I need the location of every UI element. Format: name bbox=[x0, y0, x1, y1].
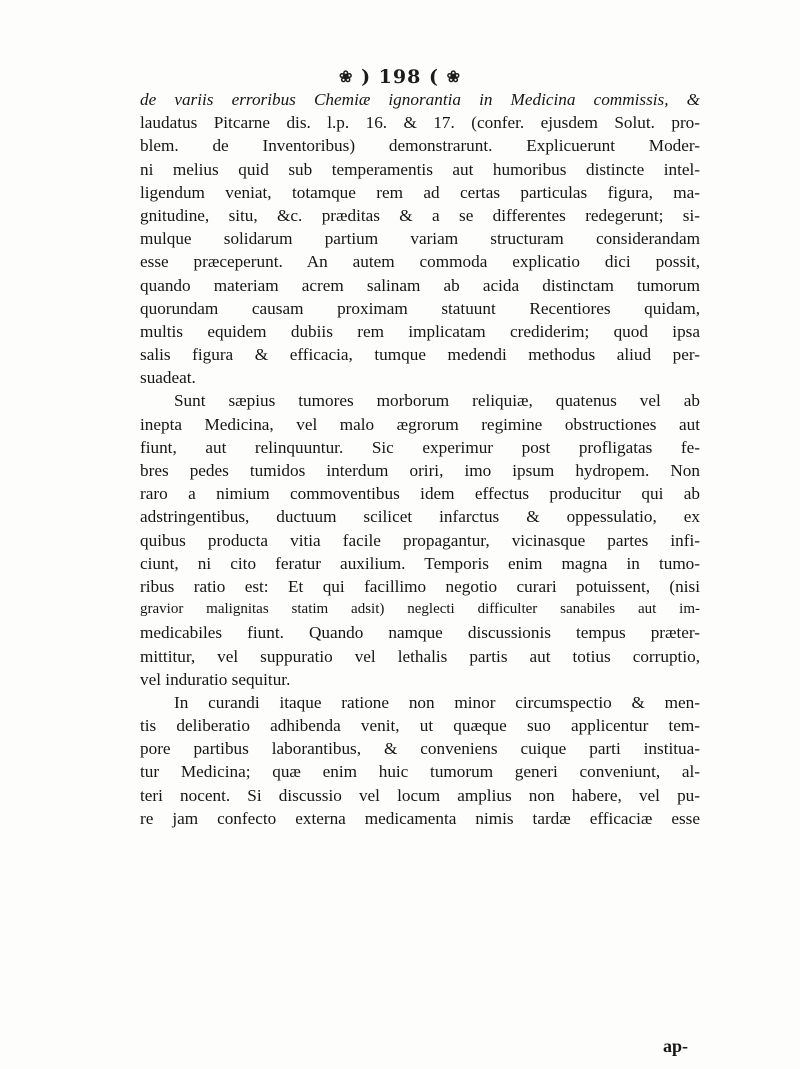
text-line: medicabiles fiunt. Quando namque discussionis tempus præter- bbox=[140, 623, 700, 643]
text-line: laudatus Pitcarne dis. l.p. 16. & 17. (confer. ejusdem Solut. pro- bbox=[140, 113, 700, 133]
text-line: ribus ratio est: Et qui facillimo negotio curari potuissent, (nisi bbox=[140, 576, 700, 596]
text-line: de variis erroribus Chemiæ ignorantia in Medicina commissis, & bbox=[140, 90, 700, 109]
text-line: salis figura & efficacia, tumque medendi methodus aliud per- bbox=[140, 345, 700, 365]
text-line: ligendum veniat, totamque rem ad certas particulas figura, ma- bbox=[140, 182, 700, 202]
text-line: gravior malignitas statim adsit) neglecti difficulter sanabiles aut im- bbox=[140, 601, 700, 618]
text-line: esse præceperunt. An autem commoda explicatio dici possit, bbox=[140, 252, 700, 272]
page-number: ) 198 ( bbox=[361, 66, 439, 88]
page-header bbox=[0, 66, 800, 88]
text-line: tis deliberatio adhibenda venit, ut quæque suo applicentur tem- bbox=[140, 716, 700, 736]
text-line: ni melius quid sub temperamentis aut humoribus distincte intel- bbox=[140, 159, 700, 179]
text-line: blem. de Inventoribus) demonstrarunt. Explicuerunt Moder- bbox=[140, 136, 700, 156]
text-line: vel induratio sequitur. bbox=[140, 669, 291, 689]
text-line: ciunt, ni cito feratur auxilium. Temporis enim magna in tumo- bbox=[140, 553, 700, 573]
text-line: multis equidem dubiis rem implicatam crediderim; quod ipsa bbox=[140, 321, 700, 341]
catchword: ap- bbox=[663, 1036, 689, 1056]
paragraph-start-line: In curandi itaque ratione non minor circumspectio & men- bbox=[174, 692, 700, 712]
text-line: quorundam causam proximam statuunt Recentiores quidam, bbox=[140, 298, 700, 318]
text-line: suadeat. bbox=[140, 368, 196, 388]
text-line: adstringentibus, ductuum scilicet infarctus & oppessulatio, ex bbox=[140, 507, 700, 527]
text-line: inepta Medicina, vel malo ægrorum regimine obstructiones aut bbox=[140, 414, 700, 434]
left-flower-ornament-icon: ❀ bbox=[339, 67, 354, 86]
text-line: quando materiam acrem salinam ab acida distinctam tumorum bbox=[140, 275, 700, 295]
text-line: bres pedes tumidos interdum oriri, imo ipsum hydropem. Non bbox=[140, 461, 700, 480]
text-line: tur Medicina; quæ enim huic tumorum generi conveniunt, al- bbox=[140, 762, 700, 782]
right-flower-ornament-icon: ❀ bbox=[446, 67, 461, 86]
text-line: mittitur, vel suppuratio vel lethalis partis aut totius corruptio, bbox=[140, 646, 700, 666]
text-line: raro a nimium commoventibus idem effectus producitur qui ab bbox=[140, 484, 700, 504]
text-line: gnitudine, situ, &c. præditas & a se differentes redegerunt; si- bbox=[140, 205, 700, 225]
text-line: re jam confecto externa medicamenta nimis tardæ efficaciæ esse bbox=[140, 808, 700, 828]
text-line: quibus producta vitia facile propagantur, vicinasque partes infi- bbox=[140, 530, 700, 550]
text-line: teri nocent. Si discussio vel locum amplius non habere, vel pu- bbox=[140, 785, 700, 805]
text-line: pore partibus laborantibus, & conveniens cuique parti institua- bbox=[140, 739, 700, 759]
body-text bbox=[140, 88, 700, 830]
paragraph-start-line: Sunt sæpius tumores morborum reliquiæ, quatenus vel ab bbox=[174, 391, 700, 411]
text-line: mulque solidarum partium variam structuram considerandam bbox=[140, 229, 700, 249]
text-line: fiunt, aut relinquuntur. Sic experimur post profligatas fe- bbox=[140, 437, 700, 457]
